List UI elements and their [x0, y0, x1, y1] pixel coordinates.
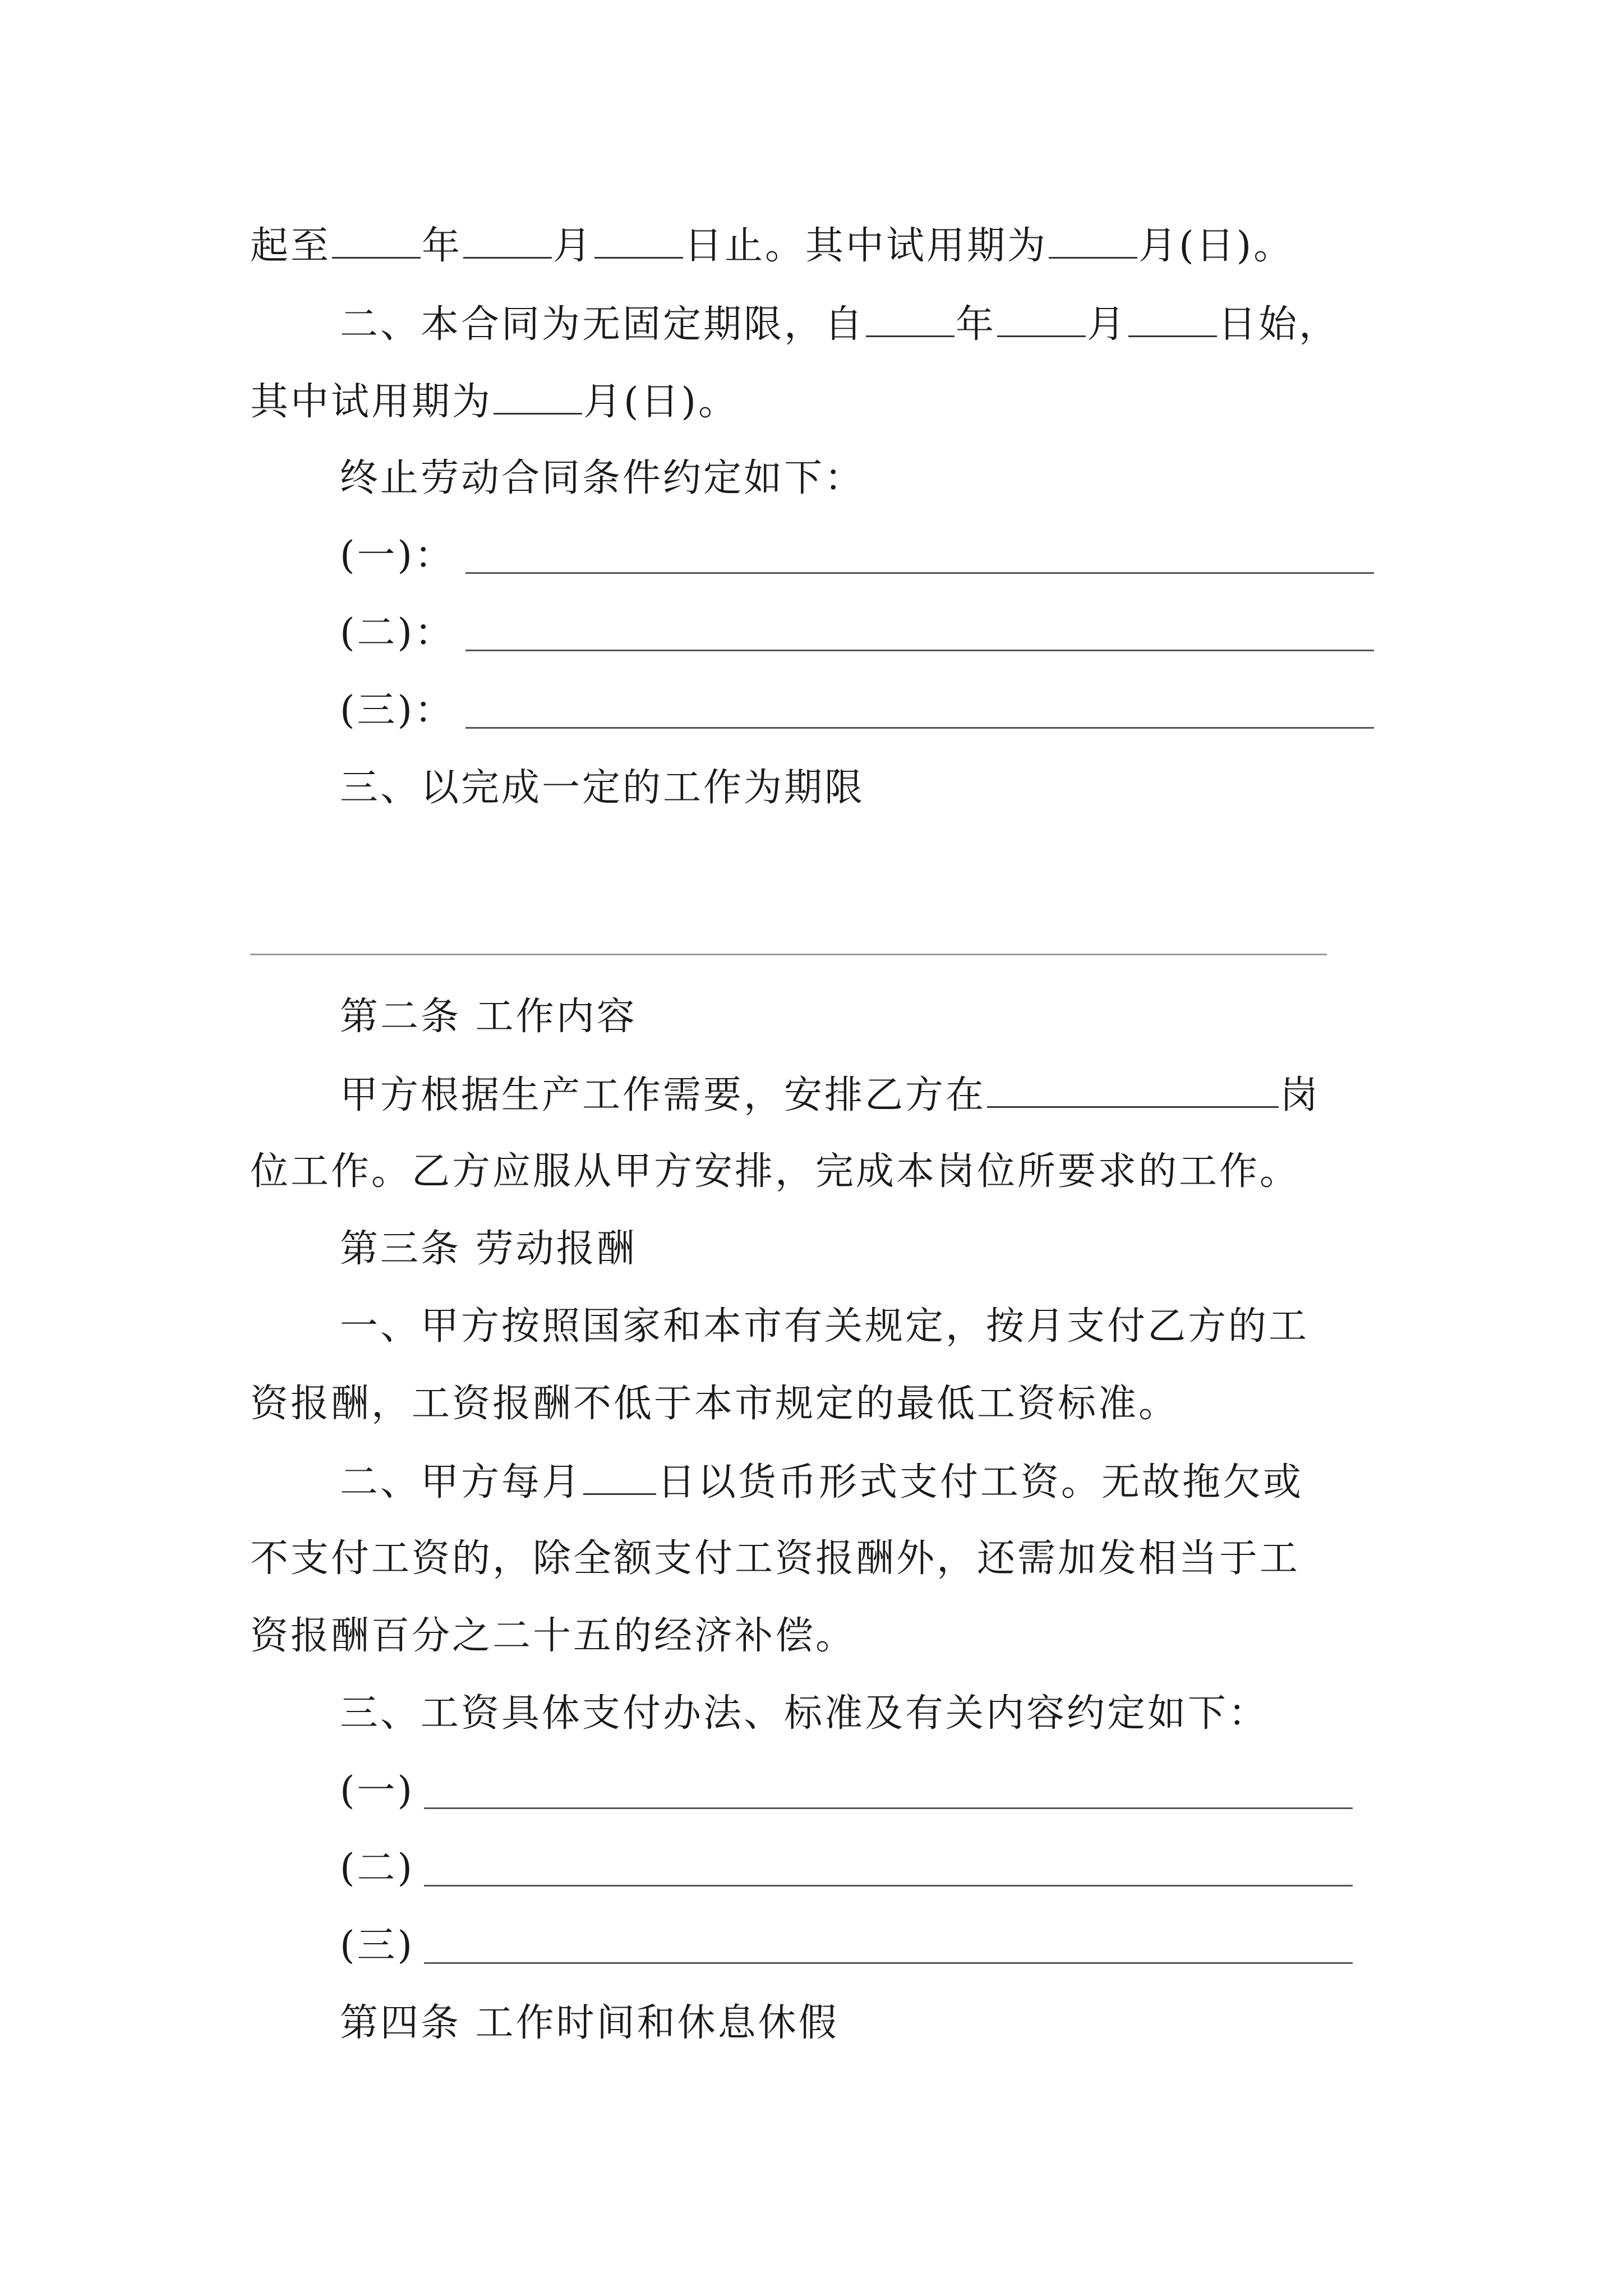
article-4-heading: 第四条 工作时间和休息休假 — [340, 2001, 839, 2045]
pay-clause-1: 一、甲方按照国家和本市有关规定，按月支付乙方的工 — [340, 1304, 1310, 1349]
month-blank[interactable] — [463, 220, 552, 259]
day-blank[interactable] — [1128, 298, 1217, 337]
condition-item-2-blank[interactable] — [465, 650, 1374, 651]
text-segment: 年 — [956, 302, 997, 347]
job-assignment-line — [340, 1069, 1320, 1120]
text-segment: 甲方根据生产工作需要，安排乙方在 — [340, 1073, 986, 1117]
text-segment: 月(日)。 — [1138, 224, 1294, 268]
text-segment: 日以货币形式支付工资。无故拖欠或 — [657, 1460, 1304, 1504]
text-segment: 日始， — [1218, 302, 1340, 347]
article-3-heading: 第三条 劳动报酬 — [340, 1227, 637, 1271]
probation-line — [250, 376, 739, 426]
condition-item-3-label: (三)： — [340, 688, 455, 733]
condition-item-2-label: (二)： — [340, 611, 455, 655]
pay-clause-2-end: 资报酬百分之二十五的经济补偿。 — [250, 1614, 856, 1658]
text-segment: 日止。其中试用期为 — [684, 224, 1048, 268]
probation-blank[interactable] — [494, 376, 582, 415]
pay-item-1-label: (一) — [340, 1769, 415, 1813]
job-assignment-continued: 位工作。乙方应服从甲方安排，完成本岗位所要求的工作。 — [250, 1149, 1301, 1194]
pay-clause-3: 三、工资具体支付办法、标准及有关内容约定如下： — [340, 1691, 1269, 1736]
text-segment: 月 — [553, 224, 594, 268]
day-blank[interactable] — [594, 220, 683, 259]
pay-item-3-label: (三) — [340, 1924, 415, 1968]
text-segment: 二、本合同为无固定期限，自 — [340, 302, 865, 347]
pay-item-2-label: (二) — [340, 1846, 415, 1890]
text-segment: 起至 — [250, 224, 331, 268]
payday-blank[interactable] — [583, 1456, 656, 1495]
year-blank[interactable] — [332, 220, 421, 259]
condition-item-1-blank[interactable] — [465, 572, 1374, 574]
month-blank[interactable] — [997, 298, 1086, 337]
text-segment: 月 — [1087, 302, 1128, 347]
article-2-heading: 第二条 工作内容 — [340, 995, 637, 1039]
pay-item-1-blank[interactable] — [424, 1807, 1353, 1809]
termination-conditions-heading: 终止劳动合同条件约定如下： — [340, 456, 865, 500]
pay-clause-2 — [340, 1456, 1303, 1507]
pay-item-3-blank[interactable] — [424, 1962, 1353, 1964]
year-blank[interactable] — [866, 298, 955, 337]
text-segment: 二、甲方每月 — [340, 1460, 583, 1504]
condition-item-3-blank[interactable] — [465, 727, 1374, 729]
pay-item-2-blank[interactable] — [424, 1885, 1353, 1887]
page-separator — [250, 954, 1327, 955]
text-segment: 月(日)。 — [583, 380, 739, 424]
term-open-clause — [340, 298, 1339, 349]
text-segment: 岗 — [1280, 1073, 1321, 1117]
text-segment: 年 — [422, 224, 463, 268]
probation-blank[interactable] — [1049, 220, 1137, 259]
term-fixed-end-line — [250, 220, 1294, 270]
text-segment: 其中试用期为 — [250, 380, 493, 424]
condition-item-1-label: (一)： — [340, 533, 455, 578]
pay-clause-1-continued: 资报酬，工资报酬不低于本市规定的最低工资标准。 — [250, 1382, 1179, 1426]
pay-clause-2-continued: 不支付工资的，除全额支付工资报酬外，还需加发相当于工 — [250, 1536, 1301, 1581]
position-blank[interactable] — [987, 1069, 1279, 1108]
term-task-clause: 三、以完成一定的工作为期限 — [340, 766, 865, 810]
